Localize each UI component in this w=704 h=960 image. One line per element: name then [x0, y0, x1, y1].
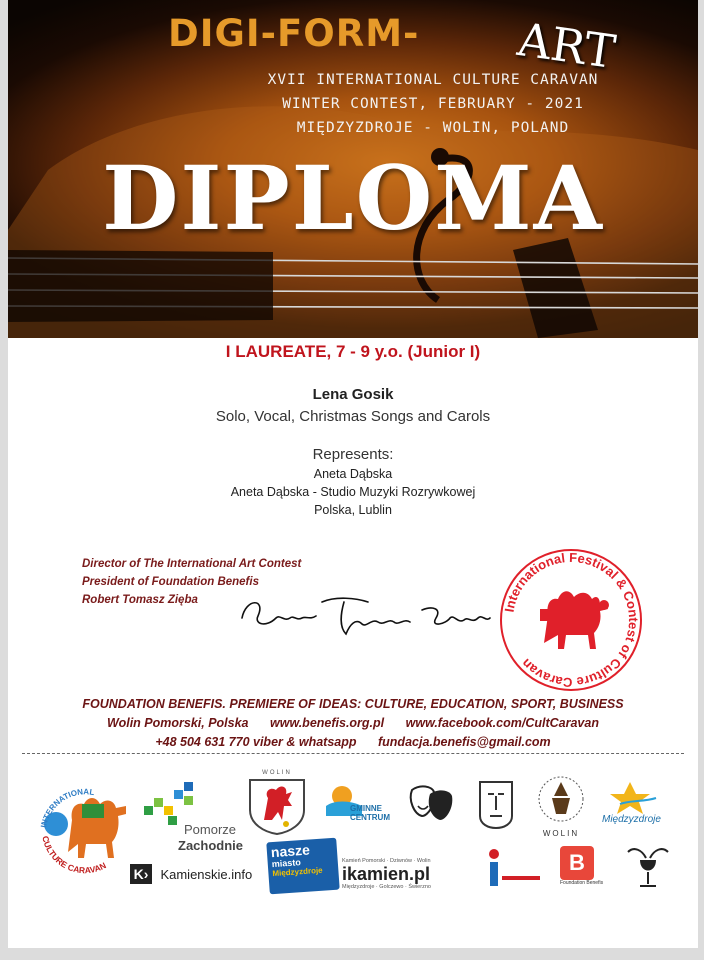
- diploma-heading: DIPLOMA: [102, 146, 604, 250]
- foundation-benefis-logo: B Foundation Benefis: [560, 846, 612, 892]
- foundation-email[interactable]: fundacja.benefis@gmail.com: [378, 735, 551, 749]
- represents-teacher: Aneta Dąbska: [313, 467, 393, 481]
- slavic-face-icon: [474, 776, 518, 832]
- diploma-sheet: [8, 0, 698, 948]
- banner-subtitle-contest: WINTER CONTEST, FEBRUARY - 2021: [282, 96, 584, 112]
- pomorze-squares-icon: [138, 776, 208, 828]
- represents-label: Represents:: [312, 446, 394, 463]
- kamienskie-info-logo: K› Kamienskie.info: [130, 864, 260, 888]
- svg-text:International Festival & Conte: International Festival & Contest of Culture Caravan: [501, 549, 642, 691]
- award-category: I LAUREATE, 7 - 9 y.o. (Junior I): [225, 342, 481, 361]
- star-icon: [600, 780, 660, 816]
- foundation-tagline: FOUNDATION BENEFIS. PREMIERE OF IDEAS: CULTURE, EDUCATION, SPORT, BUSINESS: [82, 697, 624, 711]
- lyre-emblem-icon: [620, 842, 676, 892]
- performance-description: Solo, Vocal, Christmas Songs and Carols: [215, 408, 491, 425]
- festival-stamp: [496, 545, 646, 695]
- culture-caravan-logo: [28, 768, 138, 878]
- facebook-link[interactable]: www.facebook.com/CultCaravan: [405, 716, 599, 730]
- footer-divider: [22, 753, 684, 754]
- handwritten-signature: [236, 588, 496, 648]
- wolin-museum-logo: WOLIN: [526, 774, 596, 836]
- svg-text:INTERNATIONAL: INTERNATIONAL: [39, 787, 95, 829]
- theatre-masks-icon: [406, 782, 458, 826]
- museum-emblem-icon: [526, 774, 596, 824]
- info-point-icon: [480, 846, 544, 890]
- k-arrow-icon: K›: [130, 864, 152, 884]
- b-letter-icon: B: [560, 846, 594, 880]
- foundation-contacts-1: [8, 716, 698, 730]
- foundation-contacts-2: [8, 735, 698, 749]
- griffin-crest-icon: [246, 776, 308, 836]
- signatory-role: President of Foundation Benefis: [82, 576, 259, 588]
- represents-location: Polska, Lublin: [314, 503, 392, 517]
- miedzyzdroje-logo: Międzyzdroje: [600, 780, 680, 840]
- participant-name: Lena Gosik: [312, 386, 394, 403]
- pomorze-zachodnie-logo: Pomorze Zachodnie: [138, 776, 248, 856]
- contest-title: DIGI-FORM-: [168, 12, 420, 55]
- foundation-location: Wolin Pomorski, Polska: [107, 716, 249, 730]
- contest-title-art: ART: [514, 12, 619, 80]
- foundation-phone: +48 504 631 770 viber & whatsapp: [155, 735, 357, 749]
- signatory-name: Robert Tomasz Zięba: [82, 594, 198, 606]
- represents-studio: Aneta Dąbska - Studio Muzyki Rozrywkowej: [230, 485, 476, 499]
- banner-subtitle-location: MIĘDZYZDROJE - WOLIN, POLAND: [296, 120, 570, 136]
- foundation-website-link[interactable]: www.benefis.org.pl: [270, 716, 385, 730]
- gminne-centrum-logo: GMINNE CENTRUM: [324, 782, 404, 838]
- ikamien-logo: Kamień Pomorski · Dziwnów · Wolin ikamien.pl Międzyzdroje · Golczewo · Świerzno: [342, 858, 431, 890]
- svg-text:CULTURE CARAVAN: CULTURE CARAVAN: [40, 834, 108, 876]
- header-banner: [8, 0, 698, 338]
- banner-subtitle-edition: XVII INTERNATIONAL CULTURE CARAVAN: [267, 72, 599, 88]
- nasze-miasto-logo: nasze miasto Międzyzdroje: [266, 838, 339, 895]
- signatory-title: Director of The International Art Contest: [82, 558, 302, 570]
- wolin-crest-logo: WOLIN: [246, 770, 308, 840]
